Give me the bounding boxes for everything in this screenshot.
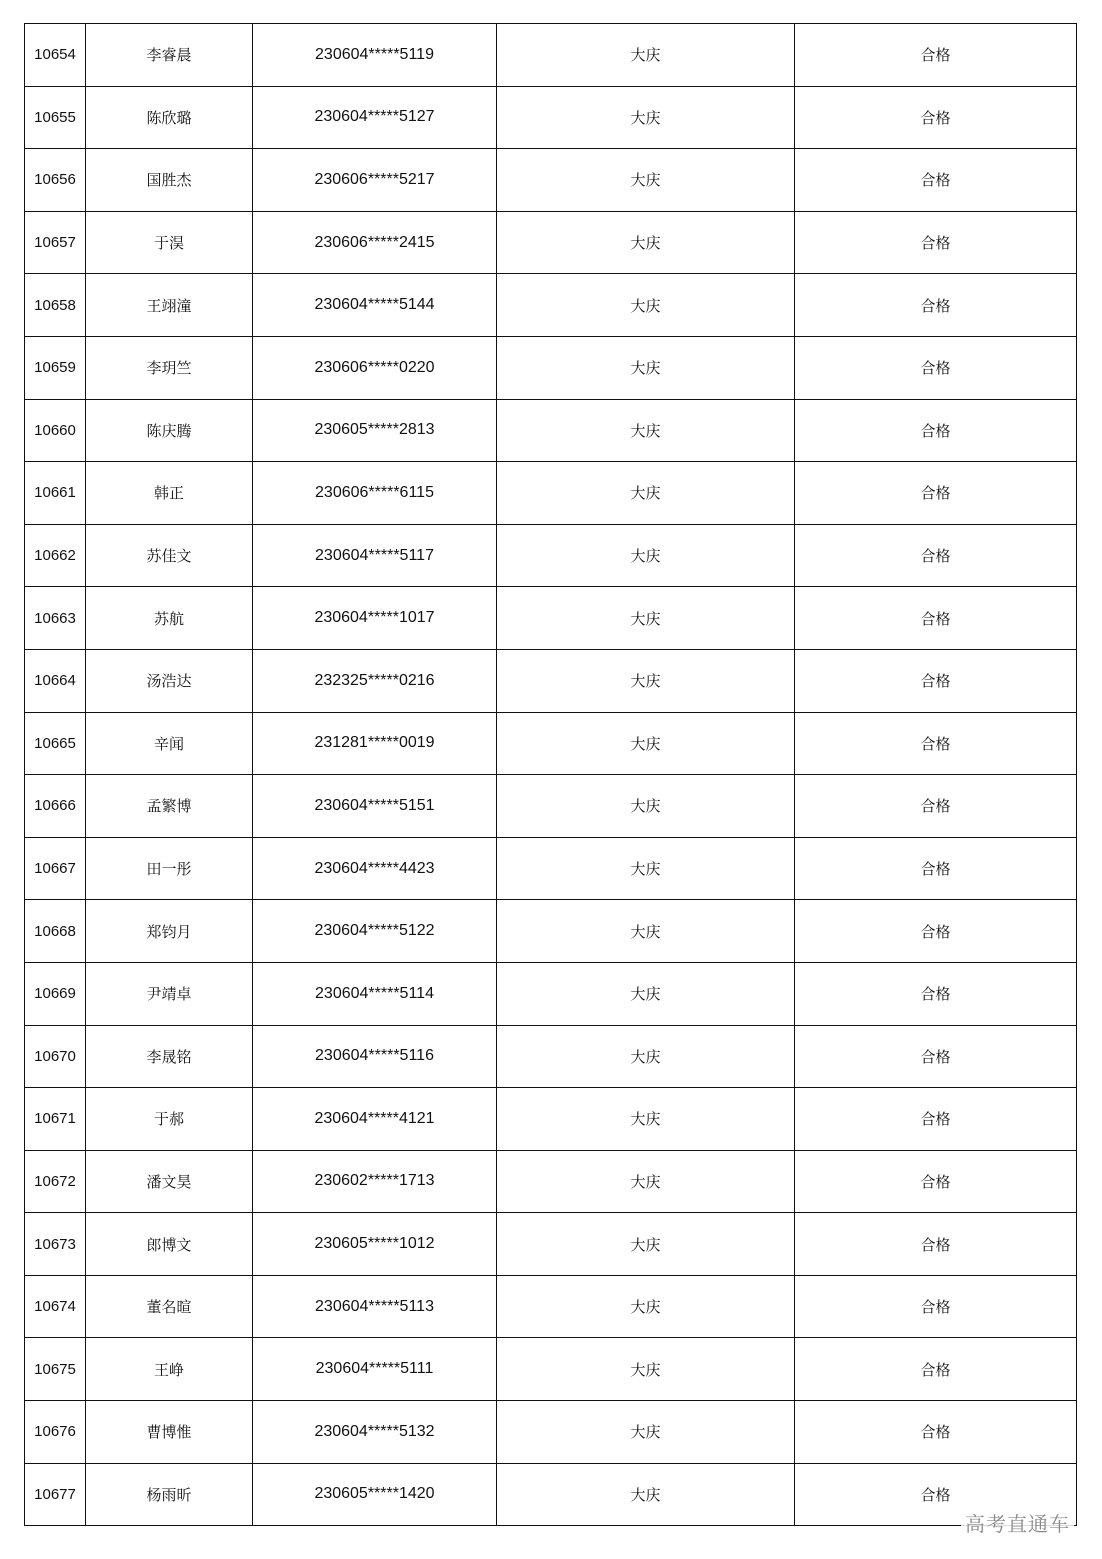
roster-body [25, 24, 1077, 1526]
cell-city: 大庆 [497, 900, 795, 963]
cell-result: 合格 [795, 336, 1077, 399]
cell-id-number: 230604*****5119 [253, 24, 497, 87]
table-row [25, 587, 1077, 650]
table-row [25, 649, 1077, 712]
cell-number: 10655 [25, 86, 86, 149]
cell-number: 10665 [25, 712, 86, 775]
cell-number: 10672 [25, 1150, 86, 1213]
cell-number: 10667 [25, 837, 86, 900]
cell-name: 杨雨昕 [86, 1463, 253, 1526]
cell-id-number: 230604*****5151 [253, 775, 497, 838]
cell-id-number: 230604*****5116 [253, 1025, 497, 1088]
cell-city: 大庆 [497, 24, 795, 87]
cell-city: 大庆 [497, 86, 795, 149]
cell-name: 国胜杰 [86, 149, 253, 212]
table-row [25, 1150, 1077, 1213]
cell-name: 汤浩达 [86, 649, 253, 712]
cell-city: 大庆 [497, 1275, 795, 1338]
cell-city: 大庆 [497, 587, 795, 650]
cell-city: 大庆 [497, 149, 795, 212]
cell-id-number: 230604*****5144 [253, 274, 497, 337]
cell-id-number: 230606*****2415 [253, 211, 497, 274]
cell-city: 大庆 [497, 712, 795, 775]
table-row [25, 462, 1077, 525]
cell-result: 合格 [795, 1088, 1077, 1151]
cell-number: 10671 [25, 1088, 86, 1151]
table-row [25, 24, 1077, 87]
table-row [25, 712, 1077, 775]
cell-result: 合格 [795, 962, 1077, 1025]
cell-name: 王峥 [86, 1338, 253, 1401]
table-row [25, 86, 1077, 149]
cell-city: 大庆 [497, 462, 795, 525]
cell-name: 韩正 [86, 462, 253, 525]
cell-city: 大庆 [497, 1025, 795, 1088]
cell-city: 大庆 [497, 1213, 795, 1276]
cell-name: 苏航 [86, 587, 253, 650]
cell-result: 合格 [795, 1025, 1077, 1088]
table-row [25, 962, 1077, 1025]
cell-id-number: 230604*****5111 [253, 1338, 497, 1401]
cell-result: 合格 [795, 211, 1077, 274]
cell-number: 10656 [25, 149, 86, 212]
cell-name: 陈庆腾 [86, 399, 253, 462]
roster-table [24, 23, 1077, 1526]
cell-number: 10677 [25, 1463, 86, 1526]
cell-name: 李睿晨 [86, 24, 253, 87]
table-row [25, 274, 1077, 337]
cell-result: 合格 [795, 1275, 1077, 1338]
cell-city: 大庆 [497, 649, 795, 712]
cell-number: 10668 [25, 900, 86, 963]
cell-name: 苏佳文 [86, 524, 253, 587]
cell-id-number: 230606*****0220 [253, 336, 497, 399]
cell-name: 董名暄 [86, 1275, 253, 1338]
table-row [25, 775, 1077, 838]
cell-number: 10669 [25, 962, 86, 1025]
cell-name: 曹博惟 [86, 1401, 253, 1464]
table-row [25, 1213, 1077, 1276]
cell-name: 于淏 [86, 211, 253, 274]
table-row [25, 399, 1077, 462]
cell-number: 10662 [25, 524, 86, 587]
cell-city: 大庆 [497, 837, 795, 900]
cell-city: 大庆 [497, 399, 795, 462]
cell-id-number: 230604*****4121 [253, 1088, 497, 1151]
cell-number: 10675 [25, 1338, 86, 1401]
cell-number: 10666 [25, 775, 86, 838]
table-row [25, 336, 1077, 399]
cell-result: 合格 [795, 274, 1077, 337]
cell-id-number: 230602*****1713 [253, 1150, 497, 1213]
cell-id-number: 231281*****0019 [253, 712, 497, 775]
cell-name: 王翊潼 [86, 274, 253, 337]
cell-name: 于郝 [86, 1088, 253, 1151]
cell-city: 大庆 [497, 1150, 795, 1213]
cell-result: 合格 [795, 837, 1077, 900]
cell-result: 合格 [795, 587, 1077, 650]
table-row [25, 1401, 1077, 1464]
cell-result: 合格 [795, 86, 1077, 149]
table-row [25, 1463, 1077, 1526]
cell-number: 10658 [25, 274, 86, 337]
table-row [25, 900, 1077, 963]
cell-result: 合格 [795, 462, 1077, 525]
cell-id-number: 230605*****2813 [253, 399, 497, 462]
table-row [25, 837, 1077, 900]
cell-result: 合格 [795, 399, 1077, 462]
cell-city: 大庆 [497, 1088, 795, 1151]
cell-result: 合格 [795, 712, 1077, 775]
cell-id-number: 230604*****1017 [253, 587, 497, 650]
cell-name: 郎博文 [86, 1213, 253, 1276]
cell-name: 尹靖卓 [86, 962, 253, 1025]
cell-id-number: 230604*****5122 [253, 900, 497, 963]
cell-number: 10657 [25, 211, 86, 274]
table-row [25, 524, 1077, 587]
cell-city: 大庆 [497, 962, 795, 1025]
cell-result: 合格 [795, 1401, 1077, 1464]
cell-result: 合格 [795, 900, 1077, 963]
table-row [25, 1025, 1077, 1088]
table-row [25, 149, 1077, 212]
cell-city: 大庆 [497, 524, 795, 587]
cell-result: 合格 [795, 775, 1077, 838]
cell-id-number: 230605*****1012 [253, 1213, 497, 1276]
cell-result: 合格 [795, 24, 1077, 87]
cell-id-number: 232325*****0216 [253, 649, 497, 712]
cell-id-number: 230604*****5117 [253, 524, 497, 587]
cell-result: 合格 [795, 1150, 1077, 1213]
cell-city: 大庆 [497, 775, 795, 838]
cell-name: 辛闻 [86, 712, 253, 775]
cell-id-number: 230604*****4423 [253, 837, 497, 900]
cell-result: 合格 [795, 524, 1077, 587]
cell-city: 大庆 [497, 1338, 795, 1401]
cell-number: 10664 [25, 649, 86, 712]
cell-id-number: 230604*****5114 [253, 962, 497, 1025]
cell-id-number: 230604*****5127 [253, 86, 497, 149]
cell-city: 大庆 [497, 211, 795, 274]
cell-result: 合格 [795, 1338, 1077, 1401]
cell-name: 潘文昊 [86, 1150, 253, 1213]
cell-number: 10673 [25, 1213, 86, 1276]
cell-id-number: 230606*****5217 [253, 149, 497, 212]
cell-id-number: 230605*****1420 [253, 1463, 497, 1526]
table-row [25, 1088, 1077, 1151]
cell-city: 大庆 [497, 1401, 795, 1464]
cell-id-number: 230606*****6115 [253, 462, 497, 525]
cell-name: 李玥竺 [86, 336, 253, 399]
table-row [25, 211, 1077, 274]
cell-name: 郑钧月 [86, 900, 253, 963]
cell-number: 10670 [25, 1025, 86, 1088]
cell-name: 陈欣璐 [86, 86, 253, 149]
cell-number: 10660 [25, 399, 86, 462]
cell-id-number: 230604*****5132 [253, 1401, 497, 1464]
cell-city: 大庆 [497, 274, 795, 337]
cell-number: 10663 [25, 587, 86, 650]
cell-result: 合格 [795, 1463, 1077, 1526]
table-row [25, 1338, 1077, 1401]
watermark-logo: 高考直通车 [961, 1506, 1074, 1539]
cell-city: 大庆 [497, 1463, 795, 1526]
cell-number: 10661 [25, 462, 86, 525]
cell-number: 10659 [25, 336, 86, 399]
cell-city: 大庆 [497, 336, 795, 399]
cell-result: 合格 [795, 649, 1077, 712]
cell-result: 合格 [795, 149, 1077, 212]
cell-result: 合格 [795, 1213, 1077, 1276]
cell-name: 李晟铭 [86, 1025, 253, 1088]
cell-number: 10674 [25, 1275, 86, 1338]
table-row [25, 1275, 1077, 1338]
cell-name: 孟繁博 [86, 775, 253, 838]
cell-number: 10676 [25, 1401, 86, 1464]
cell-name: 田一彤 [86, 837, 253, 900]
cell-number: 10654 [25, 24, 86, 87]
cell-id-number: 230604*****5113 [253, 1275, 497, 1338]
